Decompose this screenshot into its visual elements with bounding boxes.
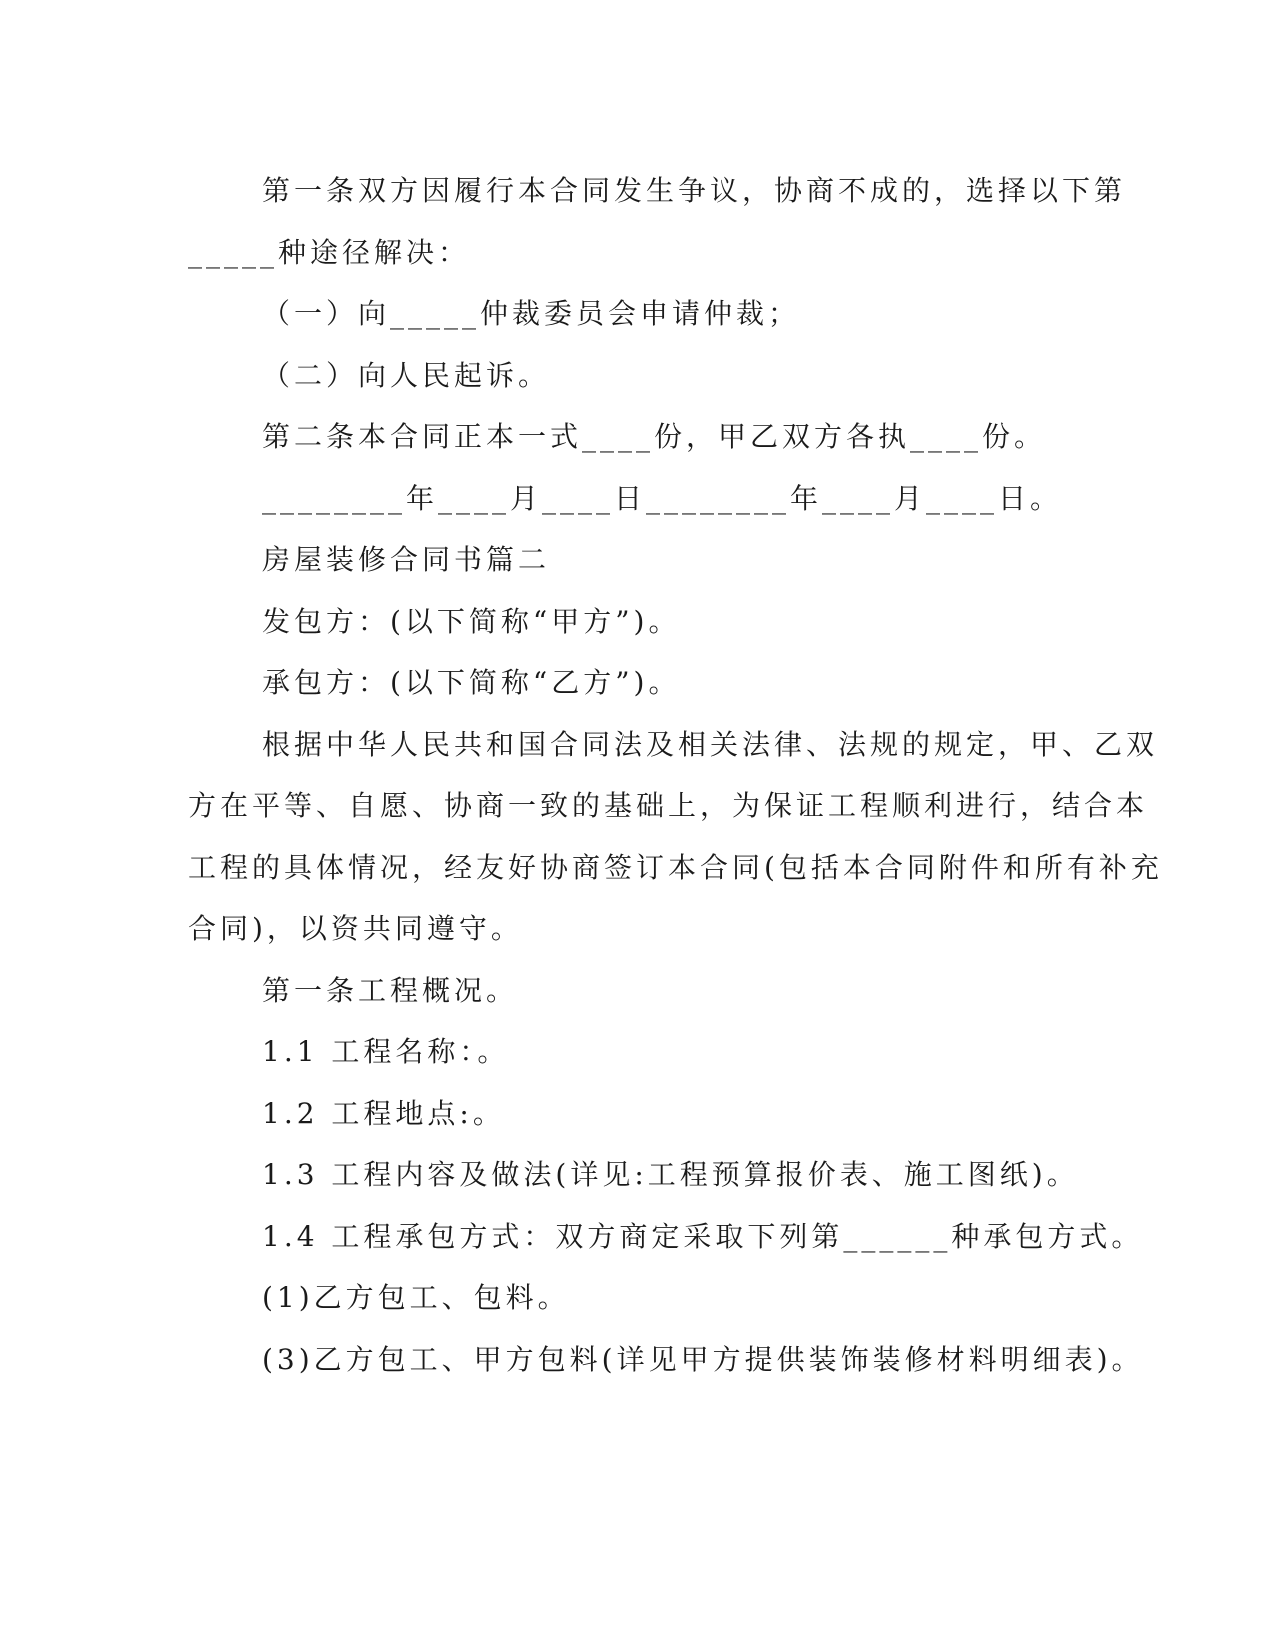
text-line: (3)乙方包工、甲方包料(详见甲方提供装饰装修材料明细表)。 <box>262 1342 1144 1376</box>
text-line: 1.3 工程内容及做法(详见:工程预算报价表、施工图纸)。 <box>262 1158 1079 1191</box>
text-line: 1.2 工程地点:。 <box>262 1096 505 1130</box>
text-line: 合同)，以资共同遵守。 <box>188 912 523 945</box>
text-line: 工程的具体情况，经友好协商签订本合同(包括本合同附件和所有补充 <box>188 850 1163 884</box>
text-line: 第二条本合同正本一式____份，甲乙双方各执____份。 <box>262 420 1047 453</box>
text-line: （二）向人民起诉。 <box>262 358 551 392</box>
text-line: (1)乙方包工、包料。 <box>262 1281 570 1314</box>
document-body <box>188 160 1163 1390</box>
date-line: ________年____月____日________年____月____日。 <box>262 481 1063 515</box>
text-line: 第一条工程概况。 <box>262 973 519 1007</box>
text-line: （一）向_____仲裁委员会申请仲裁； <box>262 297 801 330</box>
text-line: 方在平等、自愿、协商一致的基础上，为保证工程顺利进行，结合本 <box>188 789 1149 822</box>
section-heading: 房屋装修合同书篇二 <box>262 543 551 576</box>
text-line: 1.1 工程名称：。 <box>262 1035 510 1068</box>
text-line: _____种途径解决： <box>188 235 471 269</box>
text-line: 发包方：(以下简称“甲方”)。 <box>262 604 681 638</box>
text-line: 承包方：(以下简称“乙方”)。 <box>262 666 681 699</box>
text-line: 根据中华人民共和国合同法及相关法律、法规的规定，甲、乙双 <box>262 727 1159 761</box>
text-line: 1.4 工程承包方式：双方商定采取下列第______种承包方式。 <box>262 1219 1144 1253</box>
text-line: 第一条双方因履行本合同发生争议，协商不成的，选择以下第 <box>262 174 1127 207</box>
